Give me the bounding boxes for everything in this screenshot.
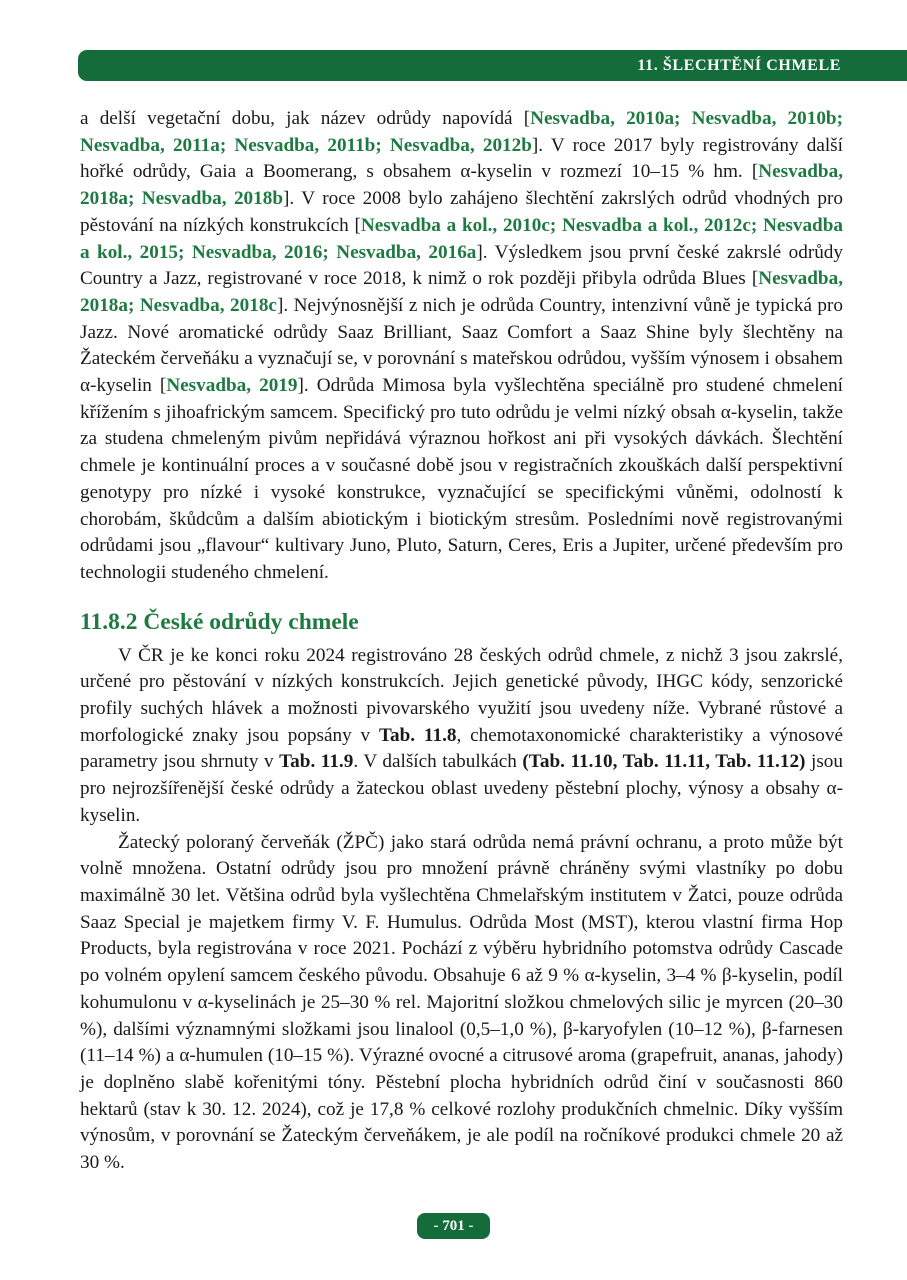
paragraph-intro	[80, 106, 843, 587]
citation-link[interactable]: Nesvadba, 2010a; Nesvadba, 2010b; Nesvadba, 2011a; Nesvadba, 2011b; Nesvadba, 2012b	[80, 108, 843, 156]
text-run: V ČR je ke konci roku 2024 registrováno 28 českých odrůd chmele, z nichž 3 jsou zakrslé, určené pro pěstování v nízkých konstrukcích. Jejich genetické původy, IHGC kódy, senzorické profily suchých hlávek a možnosti pivovarského využití jsou uvedeny níže. Vybrané růstové a morfologické znaky jsou popsány v	[80, 644, 843, 746]
text-run: . V dalších tabulkách	[353, 751, 523, 773]
table-reference[interactable]: Tab. 11.9	[279, 751, 354, 773]
paragraph-zpc: Žatecký poloraný červeňák (ŽPČ) jako stará odrůda nemá právní ochranu, a proto může být volně množena. Ostatní odrůdy jsou pro množení právně chráněny svými vlastníky po dobu maximálně 30 let. Většina odrůd byla vyšlechtěna Chmelařským institutem v Žatci, pouze odrůda Saaz Special je majetkem firmy V. F. Humulus. Odrůda Most (MST), kterou vlastní firma Hop Products, byla registrována v roce 2021. Pochází z výběru hybridního potomstva odrůdy Cascade po volném opylení samcem českého původu. Obsahuje 6 až 9 % α-kyselin, 3–4 % β-kyselin, podíl kohumulonu v α-kyselinách je 25–30 % rel. Majoritní složkou chmelových silic je myrcen (20–30 %), dalšími významnými složkami jsou linalool (0,5–1,0 %), β-karyofylen (10–12 %), β-farnesen (11–14 %) a α-humulen (10–15 %). Výrazné ovocné a citrusové aroma (grapefruit, ananas, jahody) je doplněno slabě kořenitými tóny. Pěstební plocha hybridních odrůd činí v současnosti 860 hektarů (stav k 30. 12. 2024), což je 17,8 % celkové rozlohy produkčních chmelnic. Díky vyšším výnosům, v porovnání se Žateckým červeňákem, je ale podíl na ročníkové produkci chmele 20 až 30 %.	[80, 831, 843, 1174]
text-run: ]. V roce 2017 byly registrovány další hořké odrůdy, Gaia a Boomerang, s obsahem α-kyselin v rozmezí 10–15 % hm. [	[80, 134, 843, 183]
citation-link[interactable]: Nesvadba, 2018a; Nesvadba, 2018b	[80, 161, 843, 210]
paragraph-czech-varieties	[80, 643, 843, 830]
table-reference[interactable]: Tab. 11.8	[378, 724, 457, 746]
text-run: ]. Odrůda Mimosa byla vyšlechtěna speciálně pro studené chmelení křížením s jihoafrickým samcem. Specifický pro tuto odrůdu je velmi nízký obsah α-kyselin, takže za studena chmeleným pivům nepřidává výraznou hořkost ani při vysokých dávkách. Šlechtění chmele je kontinuální proces a v současné době jsou v registračních zkouškách další perspektivní genotypy pro nízké i vysoké konstrukce, vyznačující se specifickými vůněmi, odolností k chorobám, škůdcům a dalším abiotickým i biotickým stresům. Posledními nově registrovanými odrůdami jsou „flavour“ kultivary Juno, Pluto, Saturn, Ceres, Eris a Jupiter, určené především pro technologii studeného chmelení.	[80, 375, 843, 583]
text-run: jsou pro nejrozšířenější české odrůdy a žateckou oblast uvedeny pěstební plochy, výnosy a obsahy α-kyselin.	[80, 751, 843, 826]
page-number-badge: - 701 -	[417, 1213, 490, 1239]
text-run: ]. Nejvýnosnější z nich je odrůda Country, intenzivní vůně je typická pro Jazz. Nové aromatické odrůdy Saaz Brilliant, Saaz Comfort a Saaz Shine byly šlechtěny na Žateckém červeňáku a vyznačují se, v porovnání s mateřskou odrůdou, vyšším výnosem i obsahem α-kyselin [	[80, 294, 843, 397]
table-reference[interactable]: (Tab. 11.10, Tab. 11.11, Tab. 11.12)	[522, 751, 806, 773]
text-run: ]. Výsledkem jsou první české zakrslé odrůdy Country a Jazz, registrované v roce 2018, k nimž o rok později přibyla odrůda Blues [	[80, 241, 843, 290]
page-content	[80, 106, 843, 1177]
citation-link[interactable]: Nesvadba, 2019	[166, 375, 298, 397]
chapter-title: 11. ŠLECHTĚNÍ CHMELE	[637, 57, 841, 74]
text-run: , chemotaxonomické charakteristiky a výnosové parametry jsou shrnuty v	[80, 724, 843, 773]
chapter-header-bar	[78, 50, 907, 81]
text-run: a delší vegetační dobu, jak název odrůdy napovídá [	[80, 108, 531, 129]
text-run: ]. V roce 2008 bylo zahájeno šlechtění zakrslých odrůd vhodných pro pěstování na nízkých konstrukcích [	[80, 188, 843, 236]
citation-link[interactable]: Nesvadba, 2018a; Nesvadba, 2018c	[80, 268, 843, 316]
citation-link[interactable]: Nesvadba a kol., 2010c; Nesvadba a kol., 2012c; Nesvadba a kol., 2015; Nesvadba, 2016; Nesvadba, 2016a	[80, 214, 843, 263]
section-heading: 11.8.2 České odrůdy chmele	[80, 608, 359, 635]
